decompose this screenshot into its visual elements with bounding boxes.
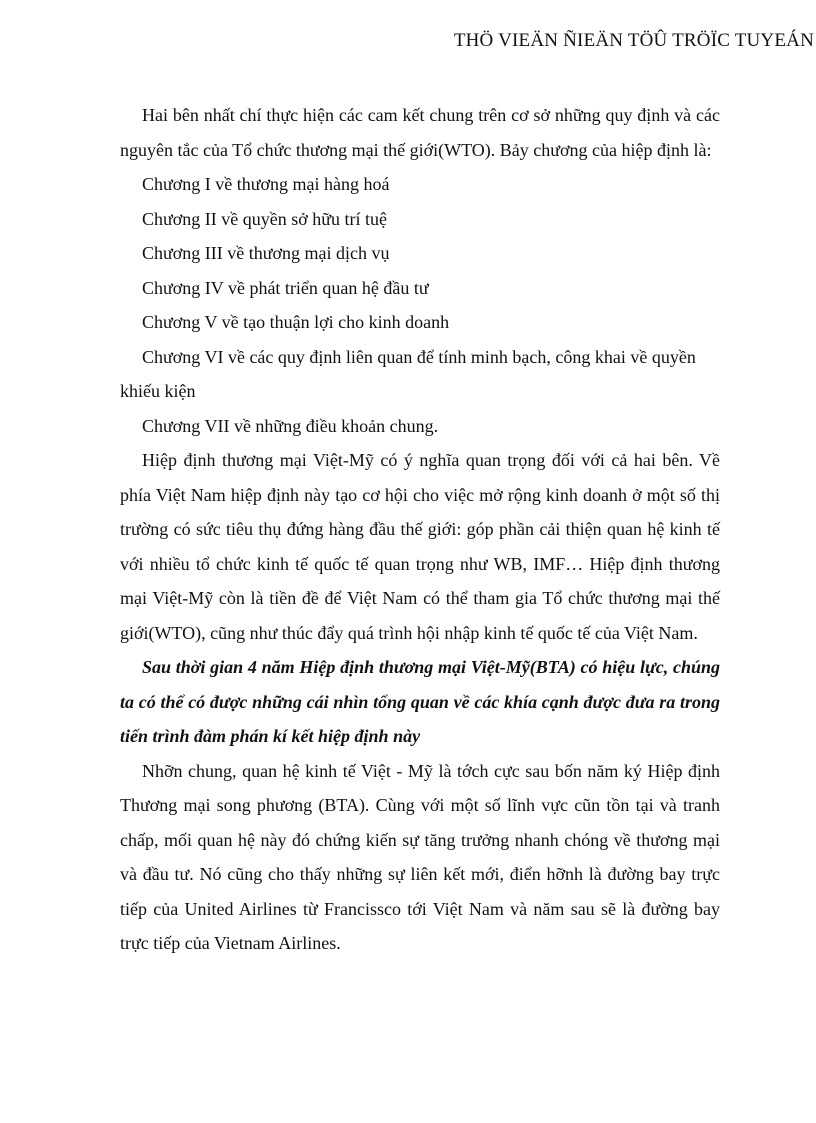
chapter-item: Chương I về thương mại hàng hoá: [142, 174, 390, 194]
section-heading: Sau thời gian 4 năm Hiệp định thương mại Việt-Mỹ(BTA) có hiệu lực, chúng ta có thể có được những cái nhìn tổng quan về các khía cạnh được đưa ra trong tiến trình đàm phán kí kết hiệp định này: [120, 657, 720, 746]
page-header: THÖ VIEÄN ÑIEÄN TÖÛ TRÖÏC TUYEÁN: [453, 30, 814, 51]
document-body: [120, 98, 720, 961]
chapter-item: Chương III về thương mại dịch vụ: [142, 243, 390, 263]
chapter-item: Chương II về quyền sở hữu trí tuệ: [142, 208, 388, 229]
chapter-item: Chương VI về các quy định liên quan để tính minh bạch, công khai về quyền khiếu kiện: [120, 346, 696, 401]
chapter-list: [120, 167, 720, 443]
chapter-item: Chương IV về phát triển quan hệ đầu tư: [142, 277, 429, 298]
chapter-item: Chương VII về những điều khoản chung.: [142, 415, 439, 436]
significance-paragraph: Hiệp định thương mại Việt-Mỹ có ý nghĩa quan trọng đối với cả hai bên. Về phía Việt Nam hiệp định này tạo cơ hội cho việc mở rộng kinh doanh ở một số thị trường có sức tiêu thụ đứng hàng đầu thế giới: góp phần cải thiện quan hệ kinh tế với nhiều tổ chức kinh tế quốc tế quan trọng như WB, IMF… Hiệp định thương mại Việt-Mỹ còn là tiền đề để Việt Nam có thể tham gia Tổ chức thương mại thế giới(WTO), cũng như thúc đẩy quá trình hội nhập kinh tế quốc tế của Việt Nam.: [120, 450, 720, 643]
intro-paragraph: Hai bên nhất chí thực hiện các cam kết chung trên cơ sở những quy định và các nguyên tắc của Tổ chức thương mại thế giới(WTO). Bảy chương của hiệp định là:: [120, 105, 720, 160]
overview-paragraph: Nhỡn chung, quan hệ kinh tế Việt - Mỹ là tớch cực sau bốn năm ký Hiệp định Thương mại song phương (BTA). Cùng với một số lĩnh vực cũn tồn tại và tranh chấp, mối quan hệ này đó chứng kiến sự tăng trưởng nhanh chóng về thương mại và đầu tư. Nó cũng cho thấy những sự liên kết mới, điển hỡnh là đường bay trực tiếp của United Airlines từ Francissco tới Việt Nam và năm sau sẽ là đường bay trực tiếp của Vietnam Airlines.: [120, 760, 720, 953]
chapter-item: Chương V về tạo thuận lợi cho kinh doanh: [142, 312, 450, 332]
